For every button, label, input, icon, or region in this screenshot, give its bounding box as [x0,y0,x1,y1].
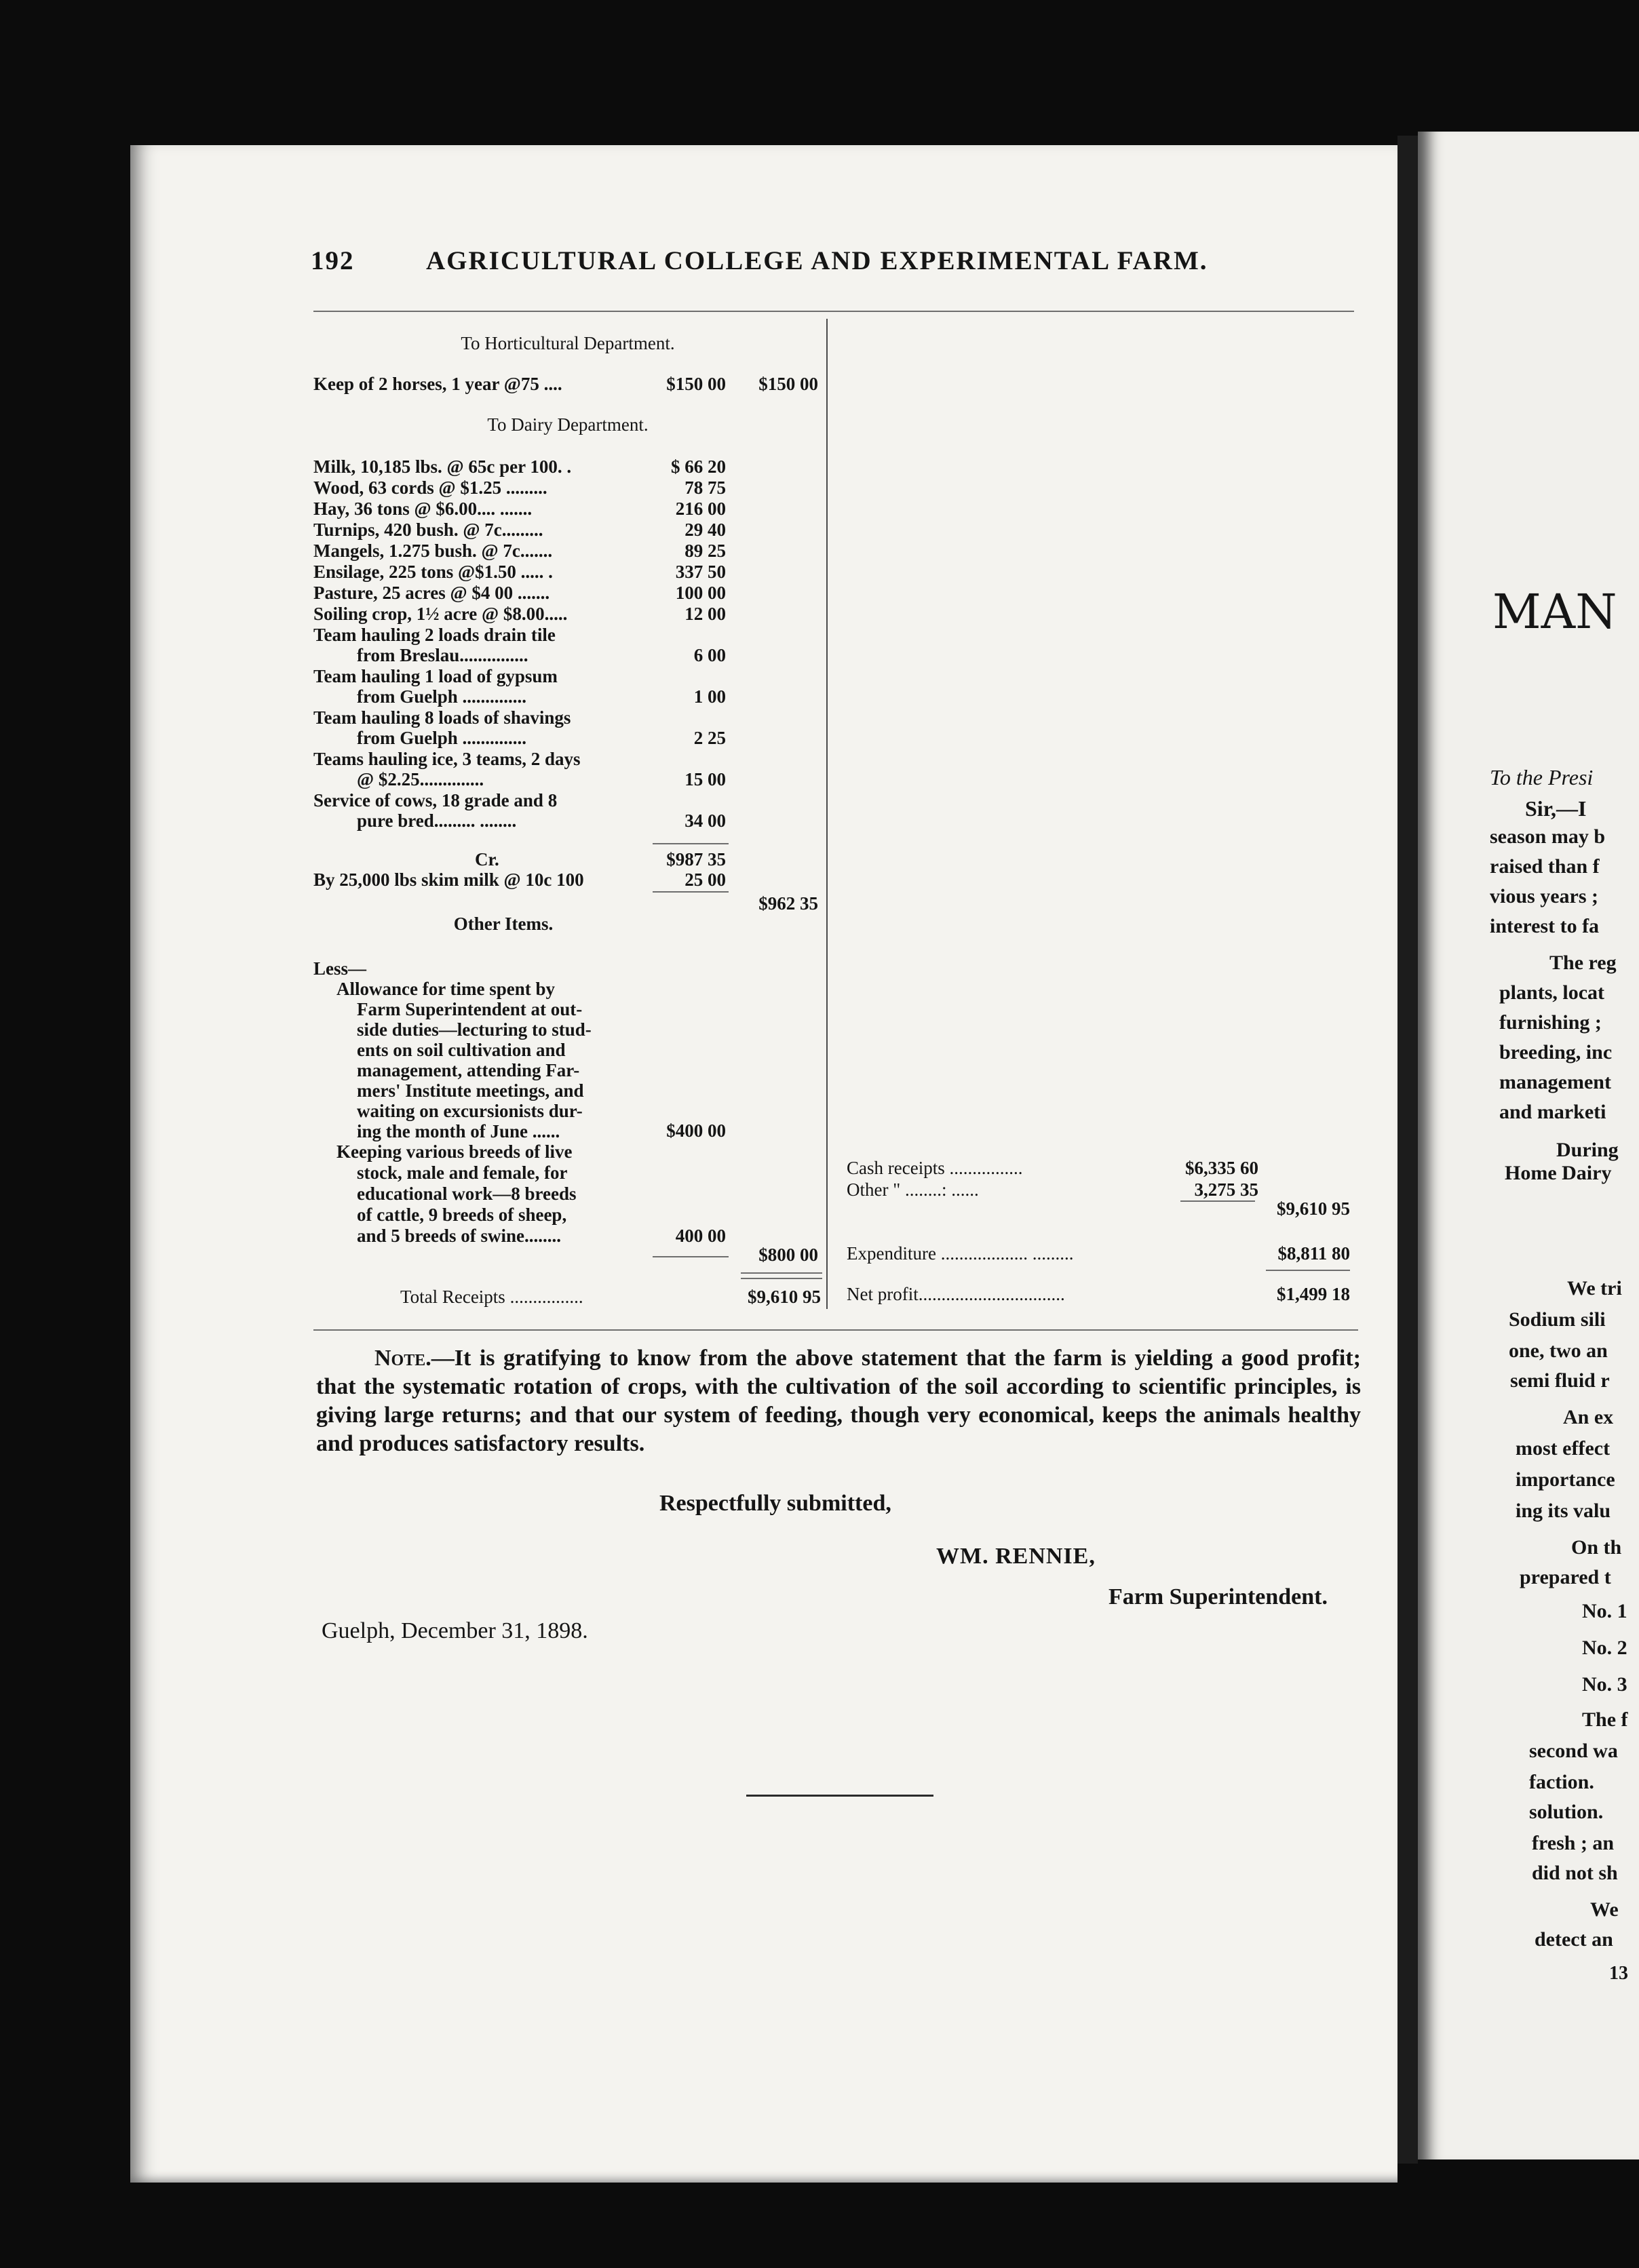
dairy-row-label-cont: from Guelph .............. [357,728,527,748]
grand-total-rule [741,1272,822,1274]
dairy-row-amount: 6 00 [693,645,726,665]
dairy-row-label: Turnips, 420 bush. @ 7c......... [313,520,543,540]
right-page-fragment: detect an [1535,1928,1613,1951]
right-page-fragment: interest to fa [1490,915,1600,937]
right-page-fragment: vious years ; [1490,885,1598,907]
signature-title: Farm Superintendent. [1108,1584,1328,1609]
allowance-line: Allowance for time spent by [336,979,555,999]
dairy-row-amount: 34 00 [684,810,726,831]
running-title: AGRICULTURAL COLLEGE AND EXPERIMENTAL FARM. [426,246,1208,275]
dairy-subtotal-rule [653,843,729,844]
total-receipts-label: Total Receipts ................ [400,1287,583,1307]
right-page-fragment: During [1556,1139,1619,1161]
right-page-fragment: An ex [1563,1406,1614,1428]
cash-receipts-amount: $6,335 60 [1185,1158,1258,1178]
receipts-rule [1180,1200,1255,1202]
right-page-fragment: breeding, inc [1499,1041,1613,1063]
dairy-row-label: Wood, 63 cords @ $1.25 ......... [313,477,547,498]
right-page-fragment: 13 [1609,1963,1628,1984]
dairy-row-label: Hay, 36 tons @ $6.00.... ....... [313,498,533,519]
note-paragraph [316,1344,1361,1458]
right-page-fragment: No. 3 [1582,1673,1627,1696]
dairy-row-label: Milk, 10,185 lbs. @ 65c per 100. . [313,456,572,477]
dairy-row-amount: 89 25 [684,541,726,561]
allowance-line: mers' Institute meetings, and [357,1080,584,1101]
right-page-fragment: No. 2 [1582,1637,1627,1659]
right-page-fragment: second wa [1529,1740,1618,1762]
other-total-rule [653,1256,729,1257]
cr-label: Cr. [475,849,499,869]
dairy-row-amount: $ 66 20 [671,456,726,477]
right-page-fragment: management [1499,1071,1611,1093]
net-profit-label: Net profit................................ [847,1284,1065,1304]
total-receipts-amount: $9,610 95 [748,1287,821,1307]
right-page-fragment: raised than f [1490,855,1600,878]
receipts-total: $9,610 95 [1277,1198,1350,1219]
right-page-fragment: We tri [1567,1277,1622,1299]
dairy-row-label: Soiling crop, 1½ acre @ $8.00..... [313,604,568,624]
note-text: —It is gratifying to know from the above statement that the farm is yielding a good profit; that the systematic rotation of crops, with the cultivation of the soil according to scientific principles, is giving large returns; and that our system of feeding, though very economical, keeps the animals healthy and produces satisfactory results. [316,1346,1361,1456]
right-page-fragment: most effect [1516,1437,1611,1460]
dairy-row-amount: 337 50 [675,562,726,582]
respectfully-submitted: Respectfully submitted, [659,1491,891,1516]
cash-receipts-label: Cash receipts ................ [847,1158,1023,1178]
dairy-row-label: Team hauling 8 loads of shavings [313,707,571,728]
right-page-fragment: semi fluid r [1510,1369,1610,1392]
less-label: Less— [313,958,367,979]
dairy-row-label: Service of cows, 18 grade and 8 [313,790,558,810]
dairy-row-label: Mangels, 1.275 bush. @ 7c....... [313,541,553,561]
dairy-row-label-cont: from Guelph .............. [357,686,527,707]
right-page-fragment: did not sh [1532,1862,1618,1884]
other-receipts-amount: 3,275 35 [1194,1179,1258,1200]
dairy-row-amount: 15 00 [684,769,726,789]
allowance-line: ents on soil cultivation and [357,1040,566,1060]
table-bottom-rule [313,1329,1358,1331]
allowance-line: side duties—lecturing to stud- [357,1019,592,1040]
dairy-row-label-cont: from Breslau............... [357,645,528,665]
column-divider [826,319,828,1309]
signature-name: WM. RENNIE, [936,1544,1096,1569]
dairy-row-label-cont: @ $2.25.............. [357,769,484,789]
horticultural-row-total: $150 00 [758,374,818,394]
dairy-row-label: Team hauling 2 loads drain tile [313,625,556,645]
dairy-row-label-cont: pure bred......... ........ [357,810,517,831]
right-page-fragment: Home Dairy [1505,1162,1612,1184]
dairy-net-rule [653,891,729,893]
dairy-row-label: Team hauling 1 load of gypsum [313,666,558,686]
dairy-heading: To Dairy Department. [487,414,649,435]
right-page-fragment: No. 1 [1582,1600,1627,1622]
book-spine [1397,136,1418,2164]
place-date: Guelph, December 31, 1898. [322,1618,588,1643]
dairy-row-label: Teams hauling ice, 3 teams, 2 days [313,749,581,769]
allowance-line: Farm Superintendent at out- [357,999,583,1019]
right-page-fragment: furnishing ; [1499,1011,1602,1034]
right-page-fragment: plants, locat [1499,981,1605,1004]
right-page-fragment: one, two an [1509,1340,1608,1362]
livestock-line: stock, male and female, for [357,1162,568,1183]
dairy-row-amount: 78 75 [684,477,726,498]
skim-milk-label: By 25,000 lbs skim milk @ 10c 100 [313,869,584,890]
livestock-amount: 400 00 [675,1226,726,1246]
allowance-line: management, attending Far- [357,1060,580,1080]
right-page-fragment: solution. [1529,1801,1604,1823]
page-number: 192 [311,246,355,275]
right-page-fragment: MAN [1492,584,1617,640]
right-page-fragment: On th [1571,1536,1622,1559]
livestock-line: and 5 breeds of swine........ [357,1226,562,1246]
profit-rule [1266,1270,1350,1271]
expenditure-amount: $8,811 80 [1277,1243,1350,1264]
skim-milk-amount: 25 00 [684,869,726,890]
right-page-fragment: The reg [1549,952,1617,974]
dairy-row-label: Ensilage, 225 tons @$1.50 ..... . [313,562,553,582]
right-page-fragment: and marketi [1499,1101,1606,1123]
right-page-fragment: season may b [1490,825,1606,848]
right-page-fragment: Sir,—I [1525,796,1587,821]
livestock-line: of cattle, 9 breeds of sheep, [357,1205,567,1225]
dairy-row-amount: 1 00 [693,686,726,707]
horticultural-row-label: Keep of 2 horses, 1 year @75 .... [313,374,562,394]
allowance-line: ing the month of June ...... [357,1121,560,1141]
other-items-heading: Other Items. [453,914,554,934]
right-page-fragment: We [1590,1898,1619,1921]
other-receipts-label: Other " ........: ...... [847,1179,979,1200]
livestock-line: educational work—8 breeds [357,1184,577,1204]
dairy-row-amount: 100 00 [675,583,726,603]
header-rule [313,311,1354,312]
other-items-total: $800 00 [758,1245,818,1265]
livestock-line: Keeping various breeds of live [336,1141,573,1162]
end-rule [746,1795,933,1797]
net-profit-amount: $1,499 18 [1277,1284,1350,1304]
right-page-fragment: fresh ; an [1532,1832,1615,1854]
dairy-row-label: Pasture, 25 acres @ $4 00 ....... [313,583,550,603]
allowance-amount: $400 00 [666,1120,726,1141]
dairy-row-amount: 216 00 [675,498,726,519]
dairy-row-amount: 2 25 [693,728,726,748]
horticultural-heading: To Horticultural Department. [461,333,675,353]
note-lead: Note. [374,1346,431,1371]
right-page-fragment: ing its valu [1516,1500,1611,1522]
dairy-row-amount: 12 00 [684,604,726,624]
right-page-fragment: To the Presi [1490,765,1594,789]
right-page-fragment: importance [1516,1468,1615,1491]
right-page-fragment: The f [1582,1708,1628,1731]
dairy-net-total: $962 35 [758,893,818,914]
dairy-row-amount: 29 40 [684,520,726,540]
grand-total-rule-2 [741,1278,822,1279]
right-page-fragment: faction. [1529,1771,1594,1793]
right-page-fragment: Sodium sili [1509,1308,1606,1331]
expenditure-label: Expenditure ................... ......... [847,1243,1074,1264]
right-page-fragment: prepared t [1520,1566,1611,1588]
horticultural-row-amount: $150 00 [666,374,726,394]
allowance-line: waiting on excursionists dur- [357,1101,583,1121]
cr-amount: $987 35 [666,849,726,869]
